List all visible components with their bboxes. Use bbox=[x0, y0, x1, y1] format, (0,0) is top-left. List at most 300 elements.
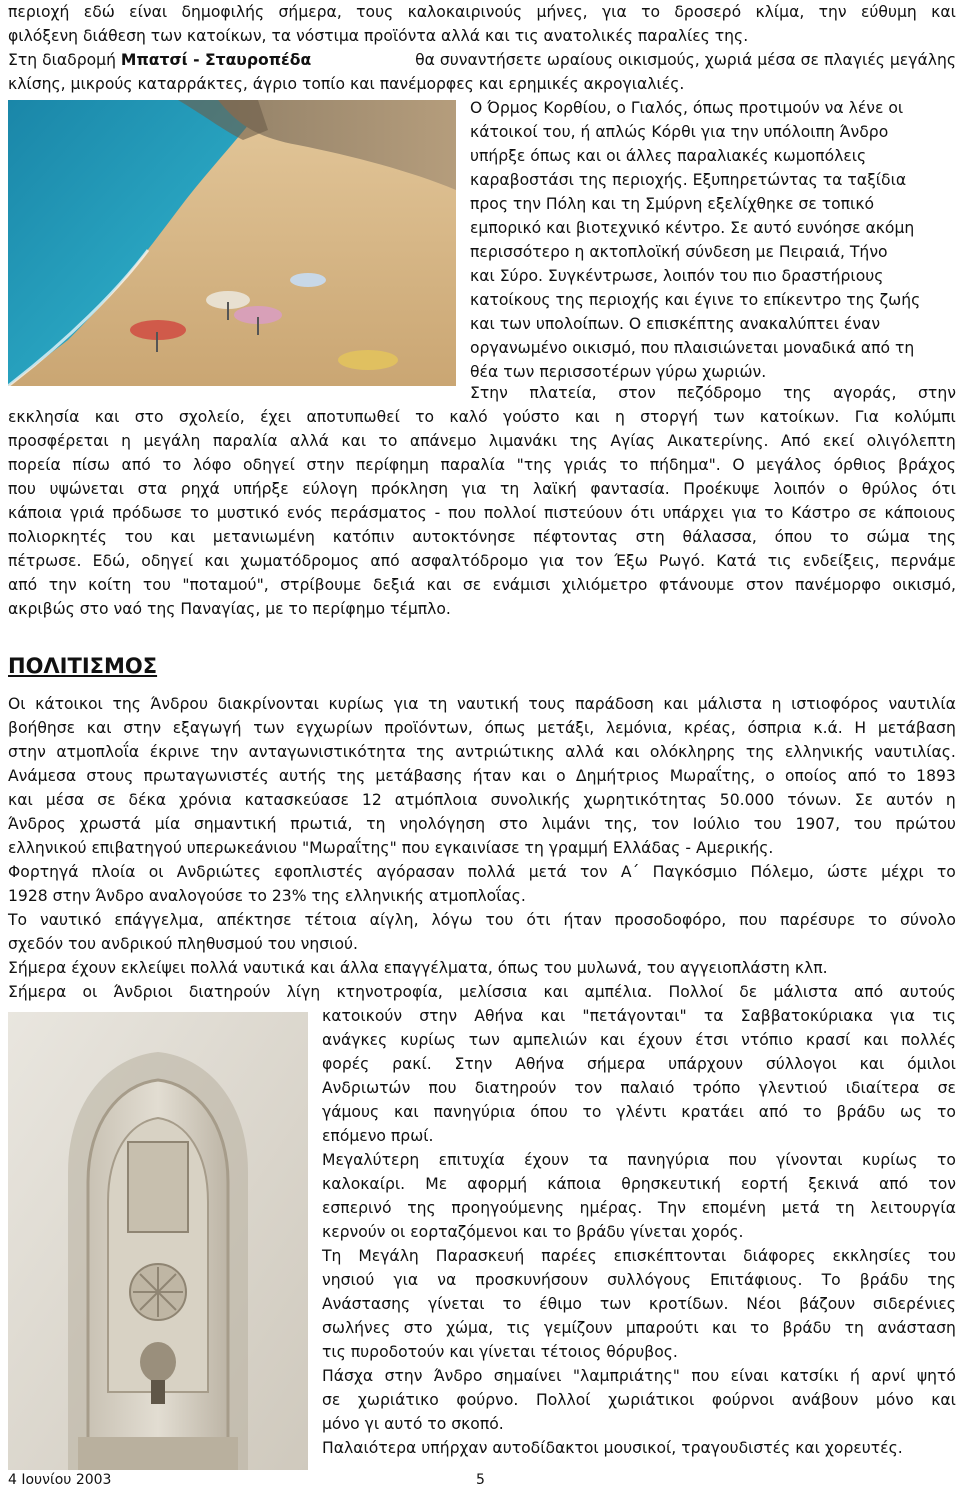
word: βράχος bbox=[898, 456, 956, 474]
word: και bbox=[574, 408, 600, 426]
word: σημαίνει bbox=[493, 1367, 562, 1385]
word: ήταν bbox=[472, 767, 512, 785]
korthi-line: εμπορικό και βιοτεχνικό κέντρο. Σε αυτό ευνόησε ακόμη bbox=[470, 219, 915, 237]
word: Πολλοί bbox=[535, 1391, 591, 1409]
word: επομένη bbox=[701, 1199, 767, 1217]
word: ναυτιλίας. bbox=[874, 743, 956, 761]
word: πέτρωσε. bbox=[8, 552, 82, 570]
word: και bbox=[393, 1103, 419, 1121]
word: Με bbox=[425, 1175, 448, 1193]
word: πρόδωσε bbox=[112, 504, 183, 522]
word: κατασκεύασε bbox=[244, 791, 349, 809]
word: ήταν bbox=[563, 911, 602, 929]
word: διατηρούν bbox=[474, 1079, 557, 1097]
word: τη bbox=[844, 1319, 864, 1337]
text-line bbox=[8, 908, 956, 932]
word: έχει bbox=[260, 408, 292, 426]
word: χωρητικότητας bbox=[583, 791, 707, 809]
word: χωριάτικοι bbox=[608, 1391, 695, 1409]
text-line bbox=[322, 1196, 956, 1220]
word: Για bbox=[854, 408, 879, 426]
korthi-line: κάτοικοί του, ή απλώς Κόρθι για την υπόλοιπη Άνδρο bbox=[470, 123, 889, 141]
word: Άνδριοι bbox=[113, 983, 173, 1001]
word: για bbox=[601, 3, 627, 21]
word: μετά bbox=[528, 863, 567, 881]
word: ανάγκες bbox=[322, 1031, 388, 1049]
word: πήδημα". bbox=[649, 456, 721, 474]
word: για bbox=[393, 1271, 419, 1289]
word: χωριάτικο bbox=[357, 1391, 439, 1409]
word: κλίμα, bbox=[755, 3, 805, 21]
word: αυτοκτόνησε bbox=[412, 528, 516, 546]
word: κρατάει bbox=[681, 1103, 745, 1121]
word: μεγάλος bbox=[756, 456, 822, 474]
word: κυρίως bbox=[328, 695, 385, 713]
text-line: 1928 στην Άνδρο αναλογούσε το 23% της ελληνικής ατμοπλοΐας. bbox=[8, 887, 526, 905]
word: σύνολο bbox=[900, 911, 956, 929]
word: ως bbox=[900, 1103, 923, 1121]
word: Μωραΐτης, bbox=[669, 767, 756, 785]
word: από bbox=[758, 1103, 789, 1121]
word: Ιούλιο bbox=[692, 815, 740, 833]
word: των bbox=[599, 1295, 631, 1313]
word: πολιορκητές bbox=[8, 528, 107, 546]
word: για bbox=[890, 1007, 915, 1025]
text-line bbox=[322, 1148, 956, 1172]
word: Ο bbox=[732, 456, 745, 474]
korthi-line: και Σύρο. Συγκέντρωσε, λοιπόν του πιο δραστήριους bbox=[470, 267, 884, 285]
word: πεζόδρομο bbox=[677, 384, 762, 402]
word: το bbox=[887, 767, 906, 785]
word: Προέκυψε bbox=[683, 480, 760, 498]
word: νησιού bbox=[322, 1271, 375, 1289]
word: όρθιος bbox=[833, 456, 887, 474]
word: ιστιοφόρος bbox=[791, 695, 879, 713]
word: σύλλογοι bbox=[765, 1055, 837, 1073]
word: στην bbox=[419, 1007, 458, 1025]
word: κυρίως bbox=[400, 1031, 456, 1049]
word: κατοικούν bbox=[322, 1007, 403, 1025]
page-number: 5 bbox=[476, 1472, 485, 1488]
word: λόφο bbox=[192, 456, 232, 474]
word: παλαιό bbox=[620, 1079, 675, 1097]
word: ότι bbox=[630, 504, 655, 522]
word: παρέες bbox=[541, 1247, 597, 1265]
word: Παρασκευή bbox=[435, 1247, 525, 1265]
word: λόγω bbox=[431, 911, 473, 929]
korthi-line: υπήρξε όπως και οι άλλες παραλιακές κωμοπόλεις bbox=[470, 147, 867, 165]
word: εκεί bbox=[822, 432, 855, 450]
word: ενδείξεις, bbox=[802, 552, 880, 570]
word: στα bbox=[137, 480, 168, 498]
word: τη bbox=[500, 480, 520, 498]
word: το bbox=[937, 1151, 956, 1169]
word: Άνδρου bbox=[150, 695, 208, 713]
word: Την bbox=[657, 1199, 687, 1217]
word: 1893 bbox=[916, 767, 956, 785]
text-line: κερνούν οι εορταζόμενοι και το βράδυ γίνεται χορός. bbox=[322, 1223, 744, 1241]
text-line bbox=[8, 525, 956, 549]
word: κτηνοτροφία, bbox=[336, 983, 443, 1001]
word: την bbox=[48, 576, 77, 594]
korthi-beach-photo bbox=[8, 100, 456, 386]
word: θρησκευτική bbox=[621, 1175, 721, 1193]
word: αμπέλια. bbox=[584, 983, 653, 1001]
text-line bbox=[322, 1364, 956, 1388]
word: όπως bbox=[484, 719, 526, 737]
word: πιστεύουν bbox=[543, 504, 623, 522]
word: την bbox=[818, 3, 847, 21]
word: θρύλος bbox=[861, 480, 919, 498]
word: στον bbox=[618, 384, 656, 402]
word: αγόρασαν bbox=[376, 863, 455, 881]
text-line bbox=[8, 477, 956, 501]
korthi-line: και των υπολοίπων. Ο επισκέπτης ανακαλύπτει έναν bbox=[470, 315, 881, 333]
text-line bbox=[322, 1076, 956, 1100]
word: Ανάστασης bbox=[322, 1295, 411, 1313]
word: των bbox=[253, 719, 285, 737]
word: η bbox=[945, 791, 956, 809]
text-line bbox=[8, 429, 956, 453]
word: χωματόδρομος bbox=[240, 552, 360, 570]
word: πολλά bbox=[467, 863, 516, 881]
word: 50.000 bbox=[719, 791, 775, 809]
word: τον bbox=[580, 863, 608, 881]
word: ψητό bbox=[916, 1367, 956, 1385]
word: διάφορες bbox=[743, 1247, 816, 1265]
word: και bbox=[863, 1031, 889, 1049]
text-line bbox=[322, 1292, 956, 1316]
word: εκκλησίες bbox=[832, 1247, 912, 1265]
word: όπου bbox=[774, 528, 813, 546]
word: τους bbox=[356, 3, 394, 21]
word: γλέντι bbox=[616, 1103, 667, 1121]
word: για bbox=[393, 695, 419, 713]
word: σημαντική bbox=[194, 815, 277, 833]
word: βράδυ bbox=[859, 1271, 909, 1289]
word: Παγκόσμιο bbox=[652, 863, 738, 881]
word: στον bbox=[745, 576, 784, 594]
word: στο bbox=[403, 1319, 433, 1337]
word: υπάρχουν bbox=[668, 1055, 744, 1073]
word: συλλόγους bbox=[607, 1271, 691, 1289]
word: ανάσταση bbox=[877, 1319, 956, 1337]
word: Έξω bbox=[614, 552, 648, 570]
word: στρίβουμε bbox=[280, 576, 362, 594]
word: στοργή bbox=[640, 408, 698, 426]
word: ανάβουν bbox=[791, 1391, 859, 1409]
word: το bbox=[641, 3, 661, 21]
word: το bbox=[802, 1103, 822, 1121]
word: λειτουργία bbox=[870, 1199, 956, 1217]
word: ξεκινά bbox=[808, 1175, 859, 1193]
word: πορεία bbox=[8, 456, 61, 474]
word: Κατά bbox=[716, 552, 757, 570]
word: γριά bbox=[69, 504, 105, 522]
word: γάμους bbox=[322, 1103, 380, 1121]
word: προσκυνήσουν bbox=[475, 1271, 589, 1289]
word: ολόκληρης bbox=[649, 743, 736, 761]
word: πέφτοντας bbox=[533, 528, 618, 546]
text-line bbox=[8, 764, 956, 788]
text-line bbox=[8, 740, 956, 764]
word: και bbox=[86, 719, 112, 737]
korthi-line: προς την Πόλη και τη Σμύρνη εξελίχθηκε σε τοπικό bbox=[470, 195, 875, 213]
word: Σε bbox=[854, 791, 873, 809]
word: ο bbox=[838, 480, 849, 498]
text-line bbox=[8, 980, 956, 1004]
word: αυτής bbox=[278, 767, 327, 785]
word: τον bbox=[928, 1175, 956, 1193]
word: Κάστρο bbox=[791, 504, 851, 522]
word: ατμόπλοια bbox=[394, 791, 478, 809]
word: τον bbox=[574, 1079, 603, 1097]
word: οδηγεί bbox=[243, 456, 295, 474]
word: παραλία bbox=[440, 456, 506, 474]
word: της bbox=[783, 384, 812, 402]
word: 12 bbox=[361, 791, 382, 809]
word: κατσίκι bbox=[780, 1367, 839, 1385]
word: τις bbox=[932, 1007, 956, 1025]
word: πολλοί bbox=[483, 504, 537, 522]
text-line bbox=[8, 453, 956, 477]
word: και bbox=[543, 983, 569, 1001]
word: ολιγόλεπτη bbox=[866, 432, 956, 450]
intro-line: κλίσης, μικρούς καταρράκτες, άγριο τοπίο και πανέμορφες και ερημικές ακρογιαλιές. bbox=[8, 75, 685, 93]
word: πλοία bbox=[91, 863, 136, 881]
word: και bbox=[663, 695, 689, 713]
word: έκρινε bbox=[149, 743, 200, 761]
word: και bbox=[8, 791, 33, 809]
word: το bbox=[764, 504, 784, 522]
word: στο bbox=[498, 815, 528, 833]
word: Από bbox=[780, 432, 811, 450]
word: το bbox=[937, 1103, 956, 1121]
word: και bbox=[614, 743, 640, 761]
word: χώμα, bbox=[445, 1319, 494, 1337]
word: Οι bbox=[8, 695, 26, 713]
word: έτσι bbox=[695, 1031, 729, 1049]
word: λίγη bbox=[286, 983, 321, 1001]
word: γίνονται bbox=[776, 1151, 843, 1169]
word: ή bbox=[849, 1367, 860, 1385]
word: "λαμπριάτης" bbox=[572, 1367, 680, 1385]
word: να bbox=[437, 1271, 457, 1289]
intro-text: Στη διαδρομή Μπατσί - Σταυροπέδα bbox=[8, 51, 312, 69]
word: προσοδοφόρο, bbox=[614, 911, 727, 929]
word: βοήθησε bbox=[8, 719, 76, 737]
word: ιδιαίτερα bbox=[845, 1079, 920, 1097]
word: σήμερα, bbox=[278, 3, 342, 21]
word: επάγγελμα, bbox=[114, 911, 204, 929]
word: και bbox=[170, 528, 196, 546]
word: Φορτηγά bbox=[8, 863, 79, 881]
word: είναι bbox=[730, 1367, 769, 1385]
word: μετάξι, bbox=[537, 719, 595, 737]
word: και bbox=[859, 1055, 885, 1073]
word: οδηγεί bbox=[141, 552, 194, 570]
word: το bbox=[619, 456, 639, 474]
word: τα bbox=[703, 1007, 724, 1025]
word: τους bbox=[528, 695, 566, 713]
word: στην bbox=[306, 456, 345, 474]
word: της bbox=[927, 1271, 956, 1289]
word: Σήμερα bbox=[8, 983, 67, 1001]
word: στην bbox=[123, 719, 162, 737]
word: το bbox=[502, 1295, 522, 1313]
word: της bbox=[745, 743, 775, 761]
text-line bbox=[322, 1004, 956, 1028]
word: και bbox=[426, 576, 452, 594]
word: βράδυ bbox=[782, 1319, 832, 1337]
word: ότι bbox=[931, 480, 956, 498]
word: το bbox=[936, 863, 956, 881]
word: κυρίως bbox=[862, 1151, 918, 1169]
word: όσπρια bbox=[747, 719, 802, 737]
word: - bbox=[434, 504, 441, 522]
word: "της bbox=[516, 456, 553, 474]
text-line: ακριβώς στο ναό της Παναγίας, με το περίφημο τέμπλο. bbox=[8, 600, 451, 618]
word: Επιτάφιους. bbox=[710, 1271, 803, 1289]
text-line bbox=[8, 788, 956, 812]
word: επιτυχία bbox=[438, 1151, 505, 1169]
word: της bbox=[112, 695, 141, 713]
text-line: μόνο γι αυτό το σκοπό. bbox=[322, 1415, 504, 1433]
word: όπου bbox=[530, 1103, 568, 1121]
word: μόνο bbox=[875, 1391, 914, 1409]
word: ρηχά bbox=[180, 480, 220, 498]
section-heading: ΠΟΛΙΤΙΣΜΟΣ bbox=[8, 654, 158, 678]
word: μετά bbox=[781, 1199, 820, 1217]
word: ναυτική bbox=[457, 695, 519, 713]
korthi-line: θέα των περισσοτέρων γύρω χωριών. bbox=[470, 363, 767, 381]
word: τον bbox=[575, 552, 604, 570]
word: φούρνοι bbox=[711, 1391, 775, 1409]
word: μετάβασης bbox=[375, 767, 463, 785]
word: παράδοση bbox=[575, 695, 654, 713]
text-line bbox=[322, 1268, 956, 1292]
word: τον bbox=[651, 815, 679, 833]
word: φούρνο. bbox=[456, 1391, 519, 1409]
word: Το bbox=[8, 911, 28, 929]
word: σε bbox=[462, 576, 482, 594]
word: μία bbox=[154, 815, 181, 833]
word: Μεγαλύτερη bbox=[322, 1151, 420, 1169]
word: γριάς bbox=[563, 456, 608, 474]
word: πρώτου bbox=[895, 815, 956, 833]
word: της bbox=[407, 1199, 436, 1217]
word: τα bbox=[588, 1151, 608, 1169]
word: λιμάνι bbox=[541, 815, 591, 833]
word: θάλασσα, bbox=[682, 528, 757, 546]
word: διακρίνονται bbox=[217, 695, 319, 713]
word: λαϊκή bbox=[532, 480, 577, 498]
word: από bbox=[370, 552, 400, 570]
word: για bbox=[731, 504, 757, 522]
text-line: τις πυροδοτούν και γίνεται τέτοιος θόρυβος. bbox=[322, 1343, 678, 1361]
word: Στην bbox=[470, 384, 508, 402]
word: φτάνουμε bbox=[658, 576, 735, 594]
word: είναι bbox=[129, 3, 168, 21]
text-line: επόμενο πρωί. bbox=[322, 1127, 434, 1145]
word: τη bbox=[835, 1199, 855, 1217]
word: υπήρξε bbox=[233, 480, 289, 498]
word: από bbox=[847, 767, 877, 785]
word: έχουν bbox=[524, 1151, 569, 1169]
word: στη bbox=[635, 528, 665, 546]
word: στην bbox=[8, 743, 46, 761]
word: απάνεμο bbox=[409, 432, 477, 450]
word: ώστε bbox=[827, 863, 868, 881]
text-line bbox=[322, 1052, 956, 1076]
word: και bbox=[931, 3, 956, 21]
word: υψώνεται bbox=[49, 480, 124, 498]
word: φαντασία. bbox=[590, 480, 670, 498]
text-line: ελληνικού επιβατηγού υπερωκεάνιου "Μωραΐτης" που εγκαινίασε τη γραμμή Ελλάδας - Αμερικής. bbox=[8, 839, 774, 857]
word: πρωτιά, bbox=[290, 815, 353, 833]
word: στην bbox=[384, 1367, 423, 1385]
intro-line: φιλόξενη διάθεση των κατοίκων, τα νόστιμα προϊόντα αλλά και τις ανατολικές παραλίες της. bbox=[8, 27, 749, 45]
word: Το bbox=[821, 1271, 841, 1289]
word: προηγούμενης bbox=[451, 1199, 564, 1217]
word: από bbox=[8, 576, 38, 594]
word: ενός bbox=[286, 504, 323, 522]
word: μεγάλη bbox=[143, 432, 201, 450]
word: Ανδριώτες bbox=[176, 863, 261, 881]
word: πολλές bbox=[901, 1031, 956, 1049]
word: παραλία bbox=[212, 432, 278, 450]
word: στο bbox=[134, 408, 164, 426]
word: και bbox=[540, 1007, 566, 1025]
korthi-line: καραβοστάσι της περιοχής. Εξυπηρετώντας τα ταξίδια bbox=[470, 171, 907, 189]
word: που bbox=[691, 1367, 720, 1385]
word: μπαρούτι bbox=[625, 1319, 699, 1337]
word: ημέρας. bbox=[579, 1199, 643, 1217]
word: Πόλεμο, bbox=[750, 863, 814, 881]
word: δέκα bbox=[128, 791, 166, 809]
word: "ποταμού", bbox=[182, 576, 269, 594]
word: οποίος bbox=[785, 767, 838, 785]
word: το bbox=[415, 408, 435, 426]
word: σιδερένιες bbox=[872, 1295, 956, 1313]
word: ναυτικό bbox=[40, 911, 102, 929]
word: Α΄ bbox=[620, 863, 640, 881]
word: το bbox=[582, 1103, 602, 1121]
word: Ανάμεσα bbox=[8, 767, 77, 785]
word: καλοκαίρι. bbox=[322, 1175, 406, 1193]
word: πρωταγωνιστές bbox=[143, 767, 269, 785]
word: το bbox=[829, 528, 849, 546]
word: προσφέρεται bbox=[8, 432, 109, 450]
word: και bbox=[341, 432, 367, 450]
word: αφορμή bbox=[467, 1175, 528, 1193]
word: δροσερό bbox=[674, 3, 742, 21]
word: τη bbox=[428, 695, 448, 713]
word: πίσω bbox=[72, 456, 110, 474]
word: πανηγύρια bbox=[433, 1103, 516, 1121]
word: και bbox=[521, 767, 546, 785]
word: τη bbox=[366, 815, 386, 833]
word: του bbox=[485, 911, 514, 929]
word: ναυτιλία bbox=[888, 695, 956, 713]
word: στην bbox=[918, 384, 956, 402]
word: σώμα bbox=[866, 528, 910, 546]
word: από bbox=[879, 1175, 909, 1193]
route-name: Μπατσί - Σταυροπέδα bbox=[120, 51, 312, 69]
word: παρέσυρε bbox=[780, 911, 856, 929]
word: οι bbox=[148, 863, 164, 881]
footer-date: 4 Ιουνίου 2003 bbox=[8, 1472, 112, 1488]
